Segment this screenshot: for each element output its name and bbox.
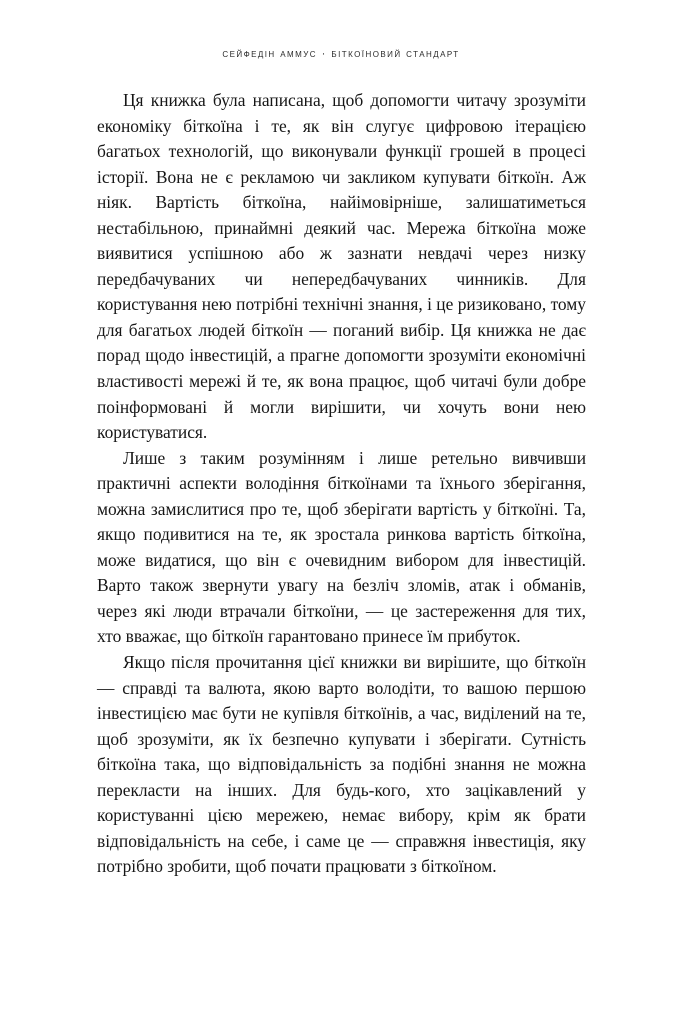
paragraph: Лише з таким розумінням і лише ретельно вивчивши практичні аспекти володіння біткоїнами та їхнього зберігання, можна замислитися про те, щоб зберігати вартість у біткоїні. Та, якщо подивитися на те, як зростала ринкова вартість біткоїна, може видатися, що він є очевидним вибором для інвестицій. Варто також звернути увагу на безліч зломів, атак і обманів, через які люди втрачали біткоїни, — це застереження для тих, хто вважає, що біткоїн гарантовано принесе їм прибуток.	[97, 447, 586, 647]
running-head	[0, 48, 682, 60]
running-head-text: сейфедін аммус · біткоїновий стандарт	[222, 48, 460, 60]
body-text-column	[97, 88, 586, 880]
paragraph: Ця книжка була написана, щоб допомогти читачу зрозуміти економіку біткоїна і те, як він слугує цифровою ітерацією багатьох технологій, що виконували функції грошей в процесі історії. Вона не є рекламою чи закликом купувати біткоїн. Аж ніяк. Вартість біткоїна, найімовірніше, залишатиметься нестабільною, принаймні деякий час. Мережа біткоїна може виявитися успішною або ж зазнати невдачі через низку передбачуваних чи непередбачуваних чинників. Для користування нею потрібні технічні знання, і це ризиковано, тому для багатьох людей біткоїн — поганий вибір. Ця книжка не дає порад щодо інвестицій, а прагне допомогти зрозуміти економічні властивості мережі й те, як вона працює, щоб читачі були добре поінформовані й могли вирішити, чи хочуть вони нею користуватися.	[97, 90, 586, 443]
paragraph: Якщо після прочитання цієї книжки ви вирішите, що біткоїн — справді та валюта, якою варто володіти, то вашою першою інвестицією має бути не купівля біткоїнів, а час, виділений на те, щоб зрозуміти, як їх безпечно купувати і зберігати. Сутність біткоїна така, що відповідальність за подібні знання не можна перекласти на інших. Для будь-кого, хто зацікавлений у користуванні цією мережею, немає вибору, крім як брати відповідальність на себе, і саме це — справжня інвестиція, яку потрібно зробити, щоб почати працювати з біткоїном.	[97, 652, 586, 877]
